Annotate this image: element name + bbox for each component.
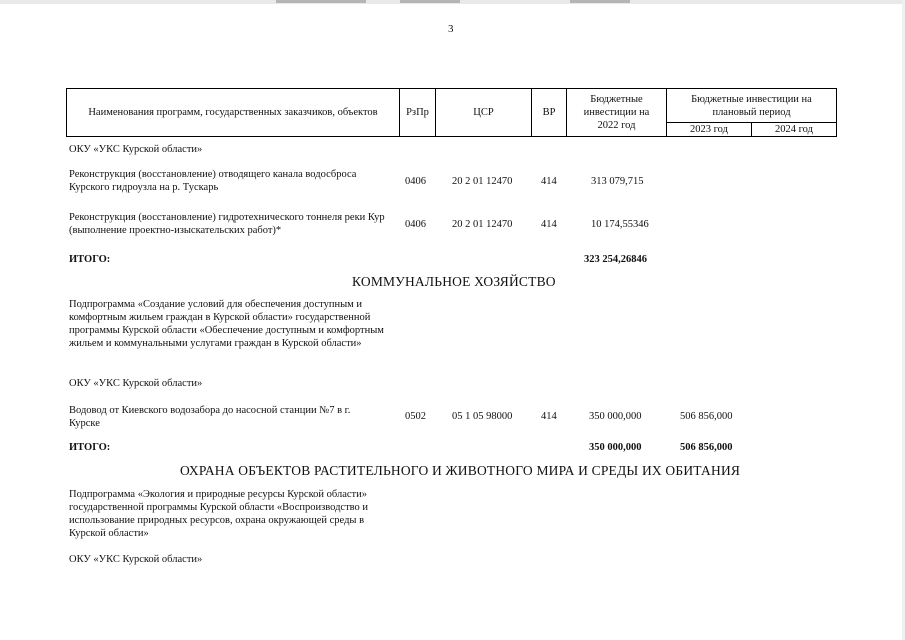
- header-year-2023: 2023 год: [666, 122, 752, 137]
- header-csr: ЦСР: [435, 88, 532, 137]
- total-2022-value: 323 254,26846: [584, 254, 647, 265]
- total-label: ИТОГО:: [69, 254, 111, 265]
- section-title: КОММУНАЛЬНОЕ ХОЗЯЙСТВО: [352, 274, 556, 289]
- header-vr: ВР: [531, 88, 567, 137]
- csr-value: 05 1 05 98000: [452, 411, 513, 422]
- object-name: Реконструкция (восстановление) отводящего канала водосброса Курского гидроузла на р. Тускарь: [69, 169, 357, 193]
- state-customer: ОКУ «УКС Курской области»: [69, 554, 203, 565]
- total-2023-value: 506 856,000: [680, 442, 733, 453]
- header-rzpr: РзПр: [399, 88, 436, 137]
- vr-value: 414: [541, 219, 557, 230]
- investment-2022-value: 313 079,715: [591, 176, 644, 187]
- subprogram-text: Подпрограмма «Создание условий для обеспечения доступным и комфортным жильем граждан в Курской области» государственной программы Курской области «Обеспечение доступным и комфортным жильем и коммунальными услугами граждан в Курской области»: [69, 299, 384, 349]
- scan-top-mark: [570, 0, 630, 3]
- state-customer: ОКУ «УКС Курской области»: [69, 378, 203, 389]
- total-2022-value: 350 000,000: [589, 442, 642, 453]
- investment-2022-value: 10 174,55346: [591, 219, 649, 230]
- state-customer: ОКУ «УКС Курской области»: [69, 144, 203, 155]
- rzpr-value: 0406: [405, 176, 426, 187]
- subprogram-text: Подпрограмма «Экология и природные ресурсы Курской области» государственной программы Курской области «Воспроизводство и использование природных ресурсов, охрана окружающей среды в Курской области»: [69, 489, 369, 539]
- investment-2022-value: 350 000,000: [589, 411, 642, 422]
- total-label: ИТОГО:: [69, 442, 111, 453]
- header-year-2024: 2024 год: [751, 122, 837, 137]
- header-planned-period: Бюджетные инвестиции на плановый период: [666, 88, 837, 123]
- rzpr-value: 0406: [405, 219, 426, 230]
- vr-value: 414: [541, 411, 557, 422]
- scan-top-mark: [400, 0, 460, 3]
- header-investments-2022: Бюджетные инвестиции на 2022 год: [566, 88, 667, 137]
- object-name: Водовод от Киевского водозабора до насосной станции №7 в г. Курске: [69, 405, 351, 429]
- page-number: 3: [448, 23, 454, 35]
- section-title: ОХРАНА ОБЪЕКТОВ РАСТИТЕЛЬНОГО И ЖИВОТНОГО МИРА И СРЕДЫ ИХ ОБИТАНИЯ: [180, 463, 741, 478]
- table-header: [66, 88, 837, 137]
- header-name: Наименования программ, государственных заказчиков, объектов: [66, 88, 400, 137]
- scan-top-mark: [276, 0, 366, 3]
- investment-2023-value: 506 856,000: [680, 411, 733, 422]
- rzpr-value: 0502: [405, 411, 426, 422]
- object-name: Реконструкция (восстановление) гидротехнического тоннеля реки Кур (выполнение проектно-изыскательских работ)*: [69, 212, 385, 236]
- csr-value: 20 2 01 12470: [452, 219, 513, 230]
- csr-value: 20 2 01 12470: [452, 176, 513, 187]
- vr-value: 414: [541, 176, 557, 187]
